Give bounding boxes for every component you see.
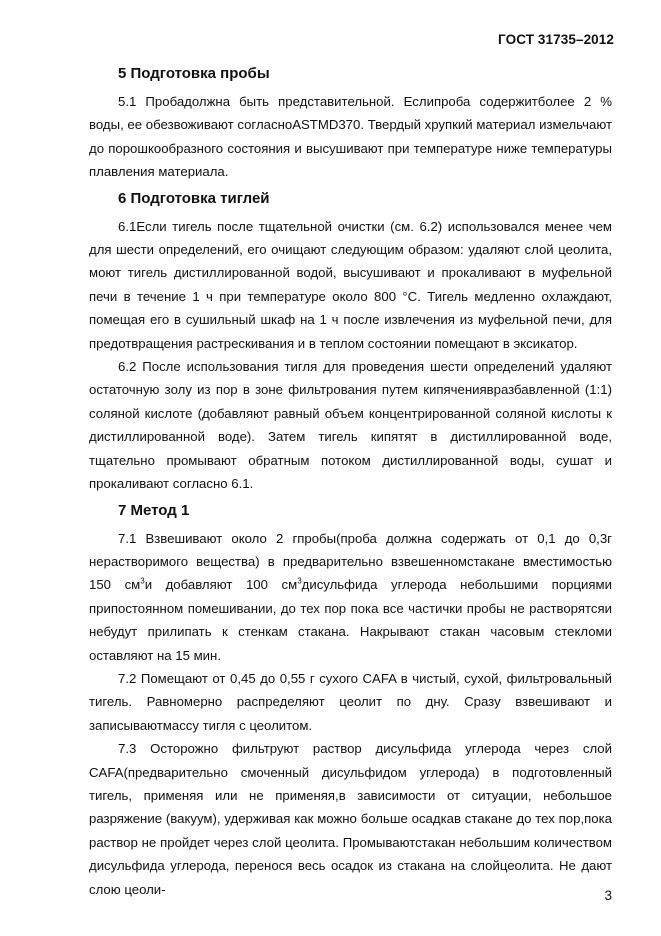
paragraph-6-1: 6.1Если тигель после тщательной очистки (см. 6.2) использовался менее чем для шести определений, его очищают следующим образом: удаляют слой цеолита, моют тигель дистиллированной водой, высушивают и прокаливают в муфельной печи в течение 1 ч при температуре около 800 °С. Тигель медленно охлаждают, помещая его в сушильный шкаф на 1 ч после извлечения из муфельной печи, для предотвращения растрескивания и в теплом состоянии помещают в эксикатор. xyxy=(89,218,612,351)
paragraph-7-1-text-b: и добавляют 100 см xyxy=(144,577,298,593)
paragraph-7-1-text-a: 7.1 Взвешивают около 2 гпробы(проба должна содержать от 0,1 до 0,3г нерастворимого вещества) в предварительно взвешенномстакане вместимостью 150 см xyxy=(89,530,612,593)
paragraph-7-3: 7.3 Осторожно фильтруют раствор дисульфида углерода через слой CAFA(предварительно смоченный дисульфидом углерода) в подготовленный тигель, применяя или не применяя,в зависимости от ситуации, небольшое разряжение (вакуум), удерживая как можно больше осадкав стакане до тех пор,пока раствор не пройдет через слой цеолита. Промываютстакан небольшим количеством дисульфида углерода, перенося весь осадок из стакана на слойцеолита. Не дают слою цеоли- xyxy=(89,741,612,897)
section-6-heading: 6 Подготовка тиглей xyxy=(118,189,270,207)
page-number: 3 xyxy=(604,888,612,903)
document-header: ГОСТ 31735–2012 xyxy=(498,32,614,47)
section-5-heading: 5 Подготовка пробы xyxy=(118,65,270,82)
document-body xyxy=(89,63,612,901)
paragraph-5-1: 5.1 Пробадолжна быть представительной. Еслипроба содержитболее 2 % воды, ее обезвоживают согласноASTMD370. Твердый хрупкий материал измельчают до порошкообразного состояния и высушивают при температуре ниже температуры плавления материала. xyxy=(89,94,612,180)
paragraph-7-1-text-c: дисульфида углерода небольшими порциями припостоянном помешивании, до тех пор пока все частички пробы не растворятсяи небудут прилипать к стенкам стакана. Накрывают стакан часовым стекломи оставляют на 15 мин. xyxy=(89,577,612,663)
superscript-cubic-b: 3 xyxy=(297,576,302,586)
paragraph-7-1 xyxy=(89,527,612,667)
paragraph-6-2: 6.2 После использования тигля для проведения шести определений удаляют остаточную золу из пор в зоне фильтрования путем кипячениявразбавленной (1:1) соляной кислоте (добавляют равный объем концентрированной соляной кислоты к дистиллированной воде). Затем тигель кипятят в дистиллированной воде, тщательно промывают обратным потоком дистиллированной воды, сушат и прокаливают согласно 6.1. xyxy=(89,359,612,492)
paragraph-7-2: 7.2 Помещают от 0,45 до 0,55 г сухого CAFA в чистый, сухой, фильтровальный тигель. Равномерно распределяют цеолит по дну. Сразу взвешивают и записываютмассу тигля с цеолитом. xyxy=(89,670,612,733)
superscript-cubic-a: 3 xyxy=(140,576,145,586)
section-7-heading: 7 Метод 1 xyxy=(118,501,190,519)
